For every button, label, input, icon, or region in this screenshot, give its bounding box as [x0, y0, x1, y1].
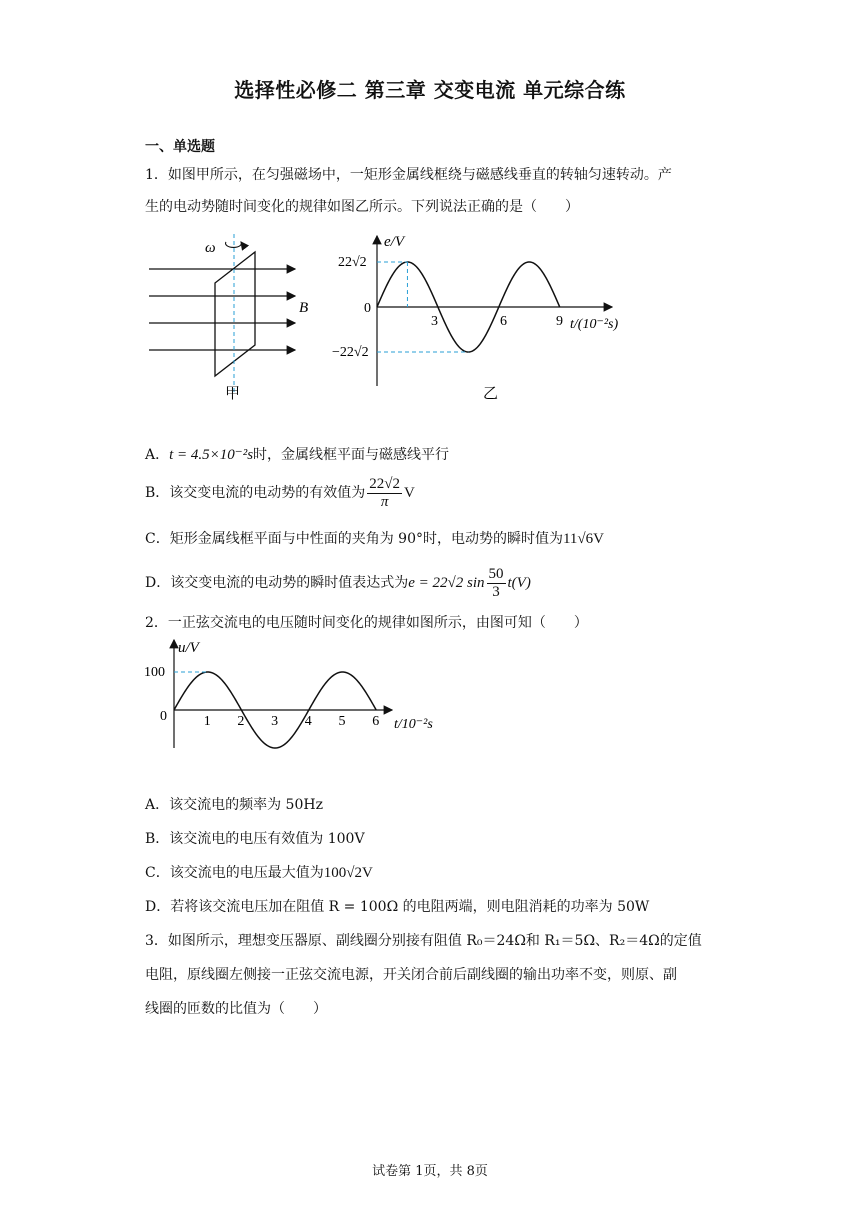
origin-label: 0 [364, 301, 371, 316]
section-heading: 一、单选题 [145, 139, 215, 155]
q2-option-b[interactable]: B．该交流电的电压有效值为 100V [145, 831, 365, 847]
q3-stem-line2: 电阻，原线圈左侧接一正弦交流电源，开关闭合前后副线圈的输出功率不变，则原、副 [145, 967, 677, 983]
y-max-label: 100 [144, 665, 165, 680]
y-axis-label: u/V [178, 640, 199, 656]
origin-label: 0 [160, 709, 167, 724]
option-a-prefix: A． [145, 447, 170, 463]
q2-option-d[interactable]: D．若将该交流电压加在阻值 R = 100Ω 的电阻两端，则电阻消耗的功率为 50W [145, 899, 650, 915]
page-footer: 试卷第 1页，共 8页 [372, 1164, 488, 1179]
q1-option-c[interactable] [145, 528, 604, 548]
option-b-unit: V [404, 485, 415, 501]
x-tick-label: 3 [431, 314, 438, 329]
q3-stem-line1: 3．如图所示，理想变压器原、副线圈分别接有阻值 R₀＝24Ω和 R₁＝5Ω、R₂＝4Ω的定值 [145, 933, 702, 949]
option-a-text: 时，金属线框平面与磁感线平行 [253, 447, 450, 463]
option-a-math: t = 4.5×10⁻²s [169, 447, 254, 463]
q3-stem-line3: 线圈的匝数的比值为（ ） [145, 1001, 327, 1017]
x-tick-label: 6 [500, 314, 507, 329]
option-d-math-left: e = 22√2 sin [408, 575, 485, 591]
wire-frame [215, 252, 255, 376]
x-tick-label: 1 [203, 714, 211, 729]
q1-figure-left [145, 228, 315, 408]
field-label: B [299, 300, 309, 316]
x-tick-label: 3 [271, 714, 279, 729]
x-axis-label: t/10⁻²s [394, 717, 433, 732]
q2-figure-chart [140, 636, 450, 756]
option-b-prefix: B．该交变电流的电动势的有效值为 [145, 485, 366, 501]
y-max-label: 22√2 [338, 255, 367, 270]
option-c-math: 100√2V [323, 865, 373, 881]
option-c-prefix: C．矩形金属线框平面与中性面的夹角为 90°时，电动势的瞬时值为 [145, 531, 563, 547]
option-d-fraction [487, 566, 506, 600]
y-axis-label: e/V [384, 234, 404, 250]
x-tick-label: 9 [556, 314, 563, 329]
q1-figure-right-chart [330, 228, 630, 408]
figure-caption-yi: 乙 [483, 386, 499, 402]
q1-option-b[interactable] [145, 476, 415, 510]
y-min-label: −22√2 [332, 345, 369, 360]
option-d-prefix: D．该交变电流的电动势的瞬时值表达式为 [145, 575, 409, 591]
q2-option-c[interactable] [145, 862, 373, 882]
option-b-fraction [367, 476, 402, 510]
option-c-prefix: C．该交流电的电压最大值为 [145, 865, 324, 881]
figure-caption-jia: 甲 [225, 386, 241, 402]
omega-label: ω [205, 240, 216, 256]
fraction-numerator: 50 [488, 566, 504, 582]
fraction-denominator: 3 [492, 583, 500, 600]
option-c-math: 11√6V [562, 531, 604, 547]
fraction-denominator: π [380, 493, 389, 510]
x-axis-label: t/(10⁻²s) [570, 317, 619, 332]
option-d-math-right: t(V) [507, 575, 531, 591]
x-tick-label: 6 [372, 714, 380, 729]
q1-stem-line1: 1．如图甲所示，在匀强磁场中，一矩形金属线框绕与磁感线垂直的转轴匀速转动。产 [145, 167, 672, 183]
x-tick-label: 4 [304, 714, 312, 729]
q1-option-d[interactable] [145, 566, 531, 600]
page-title: 选择性必修二 第三章 交变电流 单元综合练 [234, 78, 626, 102]
q1-stem-line2: 生的电动势随时间变化的规律如图乙所示。下列说法正确的是（ ） [145, 199, 579, 215]
q2-option-a[interactable]: A．该交流电的频率为 50Hz [145, 797, 323, 813]
q1-option-a[interactable] [145, 444, 449, 464]
x-tick-label: 2 [237, 714, 245, 729]
fraction-numerator: 22√2 [369, 476, 401, 492]
x-tick-label: 5 [338, 714, 346, 729]
q2-stem: 2．一正弦交流电的电压随时间变化的规律如图所示，由图可知（ ） [145, 615, 588, 631]
